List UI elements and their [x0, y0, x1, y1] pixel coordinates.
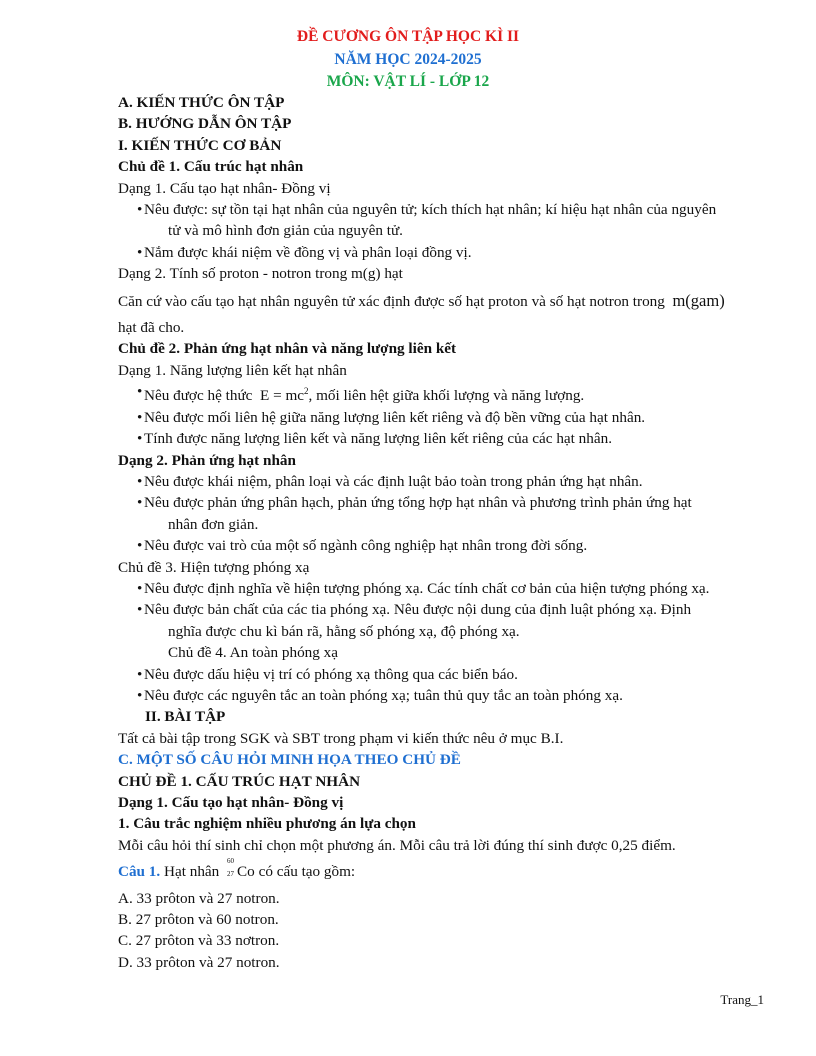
topic1-form2: Dạng 2. Tính số proton - notron trong m(g) hạt	[118, 265, 403, 283]
topic2-bullet-cont: nhân đơn giản.	[168, 515, 259, 533]
document-title: ĐỀ CƯƠNG ÔN TẬP HỌC KÌ II	[296, 28, 520, 45]
topic2-form1: Dạng 1. Năng lượng liên kết hạt nhân	[118, 361, 347, 379]
topic3-bullet-cont: nghĩa được chu kì bán rã, hằng số phóng xạ, độ phóng xạ.	[168, 622, 520, 640]
answer-option-c[interactable]: C. 27 prôton và 33 nơtron.	[118, 932, 280, 950]
subject-line: MÔN: VẬT LÍ - LỚP 12	[326, 73, 490, 90]
page-number: Trang_1	[720, 992, 764, 1007]
section-b-heading: B. HƯỚNG DẪN ÔN TẬP	[118, 115, 292, 133]
mc-instructions: Mỗi câu hỏi thí sinh chỉ chọn một phương án. Mỗi câu trả lời đúng thí sinh được 0,25 điểm.	[118, 836, 676, 854]
topic2-bullet: • Nêu được hệ thức $E = mc^2$, mối liên hệt giữa khối lượng và năng lượng.	[118, 381, 768, 406]
topic3-bullet: • Nêu được bản chất của các tia phóng xạ. Nêu được nội dung của định luật phóng xạ. Định	[118, 599, 768, 620]
topic2-bullet: • Nêu được phản ứng phân hạch, phản ứng tổng hợp hạt nhân và phương trình phản ứng hạt	[118, 492, 768, 513]
question-label: Câu 1.	[118, 863, 161, 881]
answer-option-a[interactable]: A. 33 prôton và 27 notron.	[118, 889, 280, 907]
topic3-heading: Chủ đề 3. Hiện tượng phóng xạ	[118, 558, 310, 576]
school-year: NĂM HỌC 2024-2025	[334, 51, 482, 68]
topic1-form1: Dạng 1. Cấu tạo hạt nhân- Đồng vị	[118, 179, 331, 197]
topic1-bullet-cont: tử và mô hình đơn giản của nguyên tử.	[168, 222, 403, 240]
mc-section-title: 1. Câu trắc nghiệm nhiều phương án lựa chọn	[118, 815, 416, 833]
topic4-bullet: • Nêu được dấu hiệu vị trí có phóng xạ thông qua các biển báo.	[118, 664, 768, 685]
topic3-bullet: • Nêu được định nghĩa về hiện tượng phóng xạ. Các tính chất cơ bản của hiện tượng phóng xạ.	[118, 578, 768, 599]
cobalt-nuclide: 60 27	[227, 857, 235, 879]
topic2-bullet: • Nêu được khái niệm, phân loại và các định luật bảo toàn trong phản ứng hạt nhân.	[118, 471, 768, 492]
section-b2-text: Tất cả bài tập trong SGK và SBT trong phạm vi kiến thức nêu ở mục B.I.	[118, 729, 564, 747]
answer-option-b[interactable]: B. 27 prôton và 60 notron.	[118, 911, 279, 929]
section-a-heading: A. KIẾN THỨC ÔN TẬP	[118, 94, 285, 111]
mass-formula: m(gam)	[672, 290, 725, 310]
c-topic1-heading: CHỦ ĐỀ 1. CẤU TRÚC HẠT NHÂN	[118, 772, 361, 790]
section-b2-heading: II. BÀI TẬP	[145, 708, 226, 726]
topic4-heading: Chủ đề 4. An toàn phóng xạ	[168, 644, 338, 662]
topic2-bullet: • Nêu được vai trò của một số ngành công nghiệp hạt nhân trong đời sống.	[118, 535, 768, 556]
document-body	[118, 92, 768, 973]
topic1-bullet: • Nêu được: sự tồn tại hạt nhân của nguyên tử; kích thích hạt nhân; kí hiệu hạt nhân của nguyên	[118, 199, 768, 220]
energy-formula: E = mc	[260, 387, 305, 405]
topic2-bullet: • Tính được năng lượng liên kết và năng lượng liên kết riêng của các hạt nhân.	[118, 428, 768, 449]
topic1-bullet: • Nắm được khái niệm về đồng vị và phân loại đồng vị.	[118, 242, 768, 263]
topic4-bullet: • Nêu được các nguyên tắc an toàn phóng xạ; tuân thủ quy tắc an toàn phóng xạ.	[118, 685, 768, 706]
section-c-heading: C. MỘT SỐ CÂU HỎI MINH HỌA THEO CHỦ ĐỀ	[118, 751, 461, 769]
question-1: Câu 1. Hạt nhân 60 27 Co có cấu tạo gồm:	[118, 857, 356, 881]
topic2-heading: Chủ đề 2. Phản ứng hạt nhân và năng lượng liên kết	[118, 340, 457, 358]
topic1-heading: Chủ đề 1. Cấu trúc hạt nhân	[118, 158, 304, 176]
answer-option-d[interactable]: D. 33 prôton và 27 notron.	[118, 953, 280, 971]
section-b1-heading: I. KIẾN THỨC CƠ BẢN	[118, 136, 282, 154]
topic2-bullet: • Nêu được mối liên hệ giữa năng lượng liên kết riêng và độ bền vững của hạt nhân.	[118, 407, 768, 428]
topic1-paragraph: Căn cứ vào cấu tạo hạt nhân nguyên tử xác định được số hạt proton và số hạt notron trong m(gam)	[118, 290, 725, 310]
c-form1-heading: Dạng 1. Cấu tạo hạt nhân- Đồng vị	[118, 794, 344, 811]
topic2-form2: Dạng 2. Phản ứng hạt nhân	[118, 451, 296, 469]
topic1-paragraph-cont: hạt đã cho.	[118, 319, 185, 337]
